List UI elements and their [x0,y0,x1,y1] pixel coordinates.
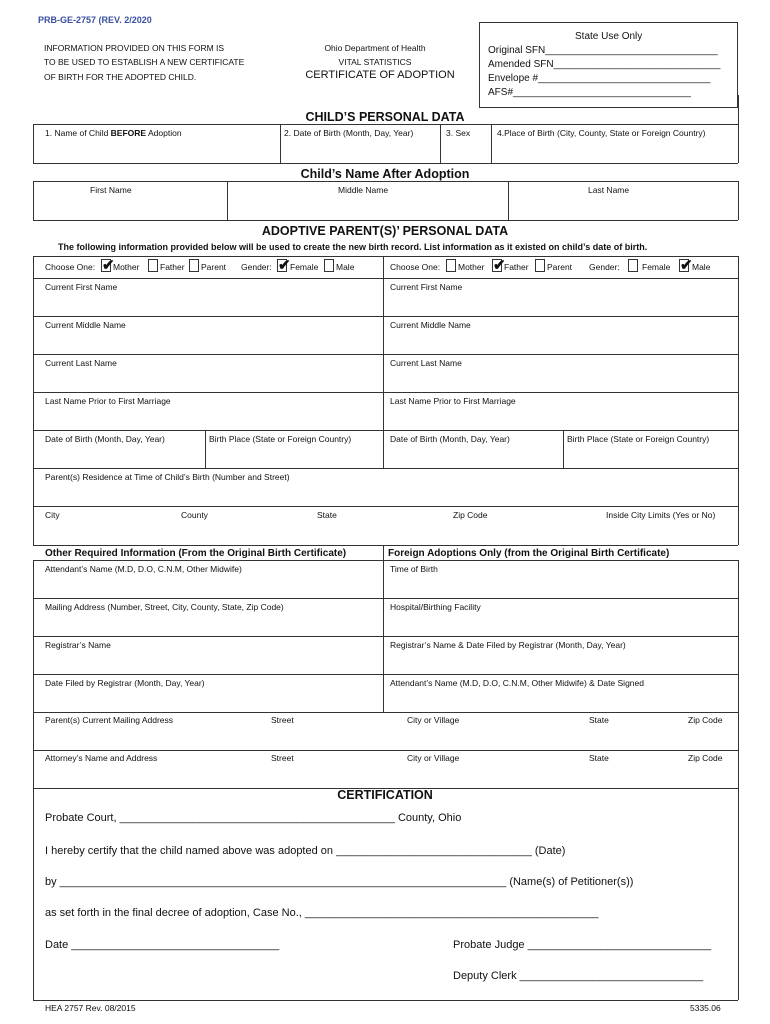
original-sfn[interactable]: Original SFN_______________________________ [488,45,718,56]
case-number-line[interactable]: as set forth in the final decree of adoption, Case No., ________________________________________________ [45,907,599,919]
right-choose-one-label: Choose One: [390,262,441,272]
left-parent-checkbox[interactable] [189,259,199,272]
left-parent-dob[interactable]: Date of Birth (Month, Day, Year) [45,434,165,444]
left-current-last-name[interactable]: Current Last Name [45,358,117,368]
left-parent-label: Parent [201,262,227,272]
residence-state-label[interactable]: State [317,510,337,520]
residence-county-label[interactable]: County [181,510,208,520]
right-parent-label: Parent [547,262,573,272]
child-section-title: CHILD’S PERSONAL DATA [305,110,465,124]
info-line-1: INFORMATION PROVIDED ON THIS FORM IS [44,43,225,53]
registrar-name-label[interactable]: Registrar’s Name [45,640,111,650]
left-mother-label: Mother [113,262,140,272]
child-dob-label[interactable]: 2. Date of Birth (Month, Day, Year) [284,128,414,138]
current-mailing-state[interactable]: State [589,715,609,725]
hospital-label[interactable]: Hospital/Birthing Facility [390,602,481,612]
probate-court-line[interactable]: Probate Court, _____________________________________________ County, Ohio [45,812,462,824]
deputy-clerk-line[interactable]: Deputy Clerk ______________________________ [453,970,704,982]
left-father-label: Father [160,262,185,272]
left-male-checkbox[interactable] [324,259,334,272]
left-mother-checkbox[interactable]: ✔ [102,257,115,274]
petitioners-line[interactable]: by _________________________________________________________________________ (Name(s) of Petitioner(s)) [45,876,634,888]
attorney-zip[interactable]: Zip Code [688,753,723,763]
right-father-label: Father [504,262,529,272]
right-female-checkbox[interactable] [628,259,638,272]
attendant-signed-label[interactable]: Attendant’s Name (M.D, D.O, C.N.M, Other Midwife) & Date Signed [390,678,644,688]
left-birth-place[interactable]: Birth Place (State or Foreign Country) [209,434,352,444]
attorney-state[interactable]: State [589,753,609,763]
residence-zip-label[interactable]: Zip Code [453,510,488,520]
right-parent-checkbox[interactable] [535,259,545,272]
envelope-number[interactable]: Envelope #_______________________________ [488,73,711,84]
child-sex-label[interactable]: 3. Sex [446,128,471,138]
right-father-checkbox[interactable]: ✔ [493,257,506,274]
right-parent-dob[interactable]: Date of Birth (Month, Day, Year) [390,434,510,444]
left-female-checkbox[interactable]: ✔ [278,257,291,274]
time-of-birth-label[interactable]: Time of Birth [390,564,438,574]
form-id: PRB-GE-2757 (REV. 2/2020 [38,15,152,25]
name-before-adoption-label[interactable]: 1. Name of Child BEFORE Adoption [45,128,182,138]
certify-adopted-line[interactable]: I hereby certify that the child named above was adopted on ________________________________ (Date) [45,845,566,857]
probate-judge-line[interactable]: Probate Judge ______________________________ [453,939,712,951]
left-last-name-prior[interactable]: Last Name Prior to First Marriage [45,396,171,406]
afs-number[interactable]: AFS#________________________________ [488,87,691,98]
current-mailing-city[interactable]: City or Village [407,715,460,725]
after-last-name-label[interactable]: Last Name [588,185,630,195]
current-mailing-street[interactable]: Street [271,715,294,725]
left-current-middle-name[interactable]: Current Middle Name [45,320,126,330]
certification-title: CERTIFICATION [337,788,433,802]
current-mailing-label[interactable]: Parent(s) Current Mailing Address [45,715,174,725]
right-current-first-name[interactable]: Current First Name [390,282,463,292]
right-birth-place[interactable]: Birth Place (State or Foreign Country) [567,434,710,444]
dept-line-2: VITAL STATISTICS [338,57,412,67]
current-mailing-zip[interactable]: Zip Code [688,715,723,725]
residence-city-label[interactable]: City [45,510,60,520]
right-male-checkbox[interactable]: ✔ [680,257,693,274]
left-gender-label: Gender: [241,262,272,272]
parents-instructions: The following information provided below will be used to create the new birth record. List information as it existed on child’s date of birth. [58,242,648,252]
name-after-adoption-title: Child’s Name After Adoption [300,167,470,181]
left-male-label: Male [336,262,355,272]
other-info-title: Other Required Information (From the Original Birth Certificate) [45,548,347,559]
mailing-address-label[interactable]: Mailing Address (Number, Street, City, County, State, Zip Code) [45,602,284,612]
form-title: CERTIFICATE OF ADOPTION [305,69,455,81]
right-male-label: Male [692,262,711,272]
right-female-label: Female [642,262,671,272]
child-place-of-birth-label[interactable]: 4.Place of Birth (City, County, State or Foreign Country) [497,128,706,138]
after-first-name-label[interactable]: First Name [90,185,132,195]
right-gender-label: Gender: [589,262,620,272]
right-mother-label: Mother [458,262,485,272]
foreign-adoptions-title: Foreign Adoptions Only (from the Original Birth Certificate) [388,548,670,559]
amended-sfn[interactable]: Amended SFN______________________________ [488,59,721,70]
footer-code: 5335.06 [690,1003,721,1013]
date-filed-label[interactable]: Date Filed by Registrar (Month, Day, Year) [45,678,205,688]
right-current-last-name[interactable]: Current Last Name [390,358,462,368]
registrar-name-date-label[interactable]: Registrar’s Name & Date Filed by Registrar (Month, Day, Year) [390,640,626,650]
attorney-label[interactable]: Attorney’s Name and Address [45,753,158,763]
attendant-name-label[interactable]: Attendant’s Name (M.D, D.O, C.N.M, Other Midwife) [45,564,242,574]
info-line-2: TO BE USED TO ESTABLISH A NEW CERTIFICATE [44,57,245,67]
info-line-3: OF BIRTH FOR THE ADOPTED CHILD. [44,72,197,82]
left-female-label: Female [290,262,319,272]
attorney-street[interactable]: Street [271,753,294,763]
left-father-checkbox[interactable] [148,259,158,272]
right-mother-checkbox[interactable] [446,259,456,272]
inside-city-limits-label[interactable]: Inside City Limits (Yes or No) [606,510,716,520]
footer-form-number: HEA 2757 Rev. 08/2015 [45,1003,136,1013]
right-current-middle-name[interactable]: Current Middle Name [390,320,471,330]
certification-date-line[interactable]: Date __________________________________ [45,939,280,951]
residence-label[interactable]: Parent(s) Residence at Time of Child’s Birth (Number and Street) [45,472,290,482]
dept-line-1: Ohio Department of Health [324,43,426,53]
left-choose-one-label: Choose One: [45,262,96,272]
attorney-city[interactable]: City or Village [407,753,460,763]
after-middle-name-label[interactable]: Middle Name [338,185,389,195]
right-last-name-prior[interactable]: Last Name Prior to First Marriage [390,396,516,406]
parents-section-title: ADOPTIVE PARENT(S)’ PERSONAL DATA [261,224,509,238]
left-current-first-name[interactable]: Current First Name [45,282,118,292]
state-use-title: State Use Only [575,31,643,42]
